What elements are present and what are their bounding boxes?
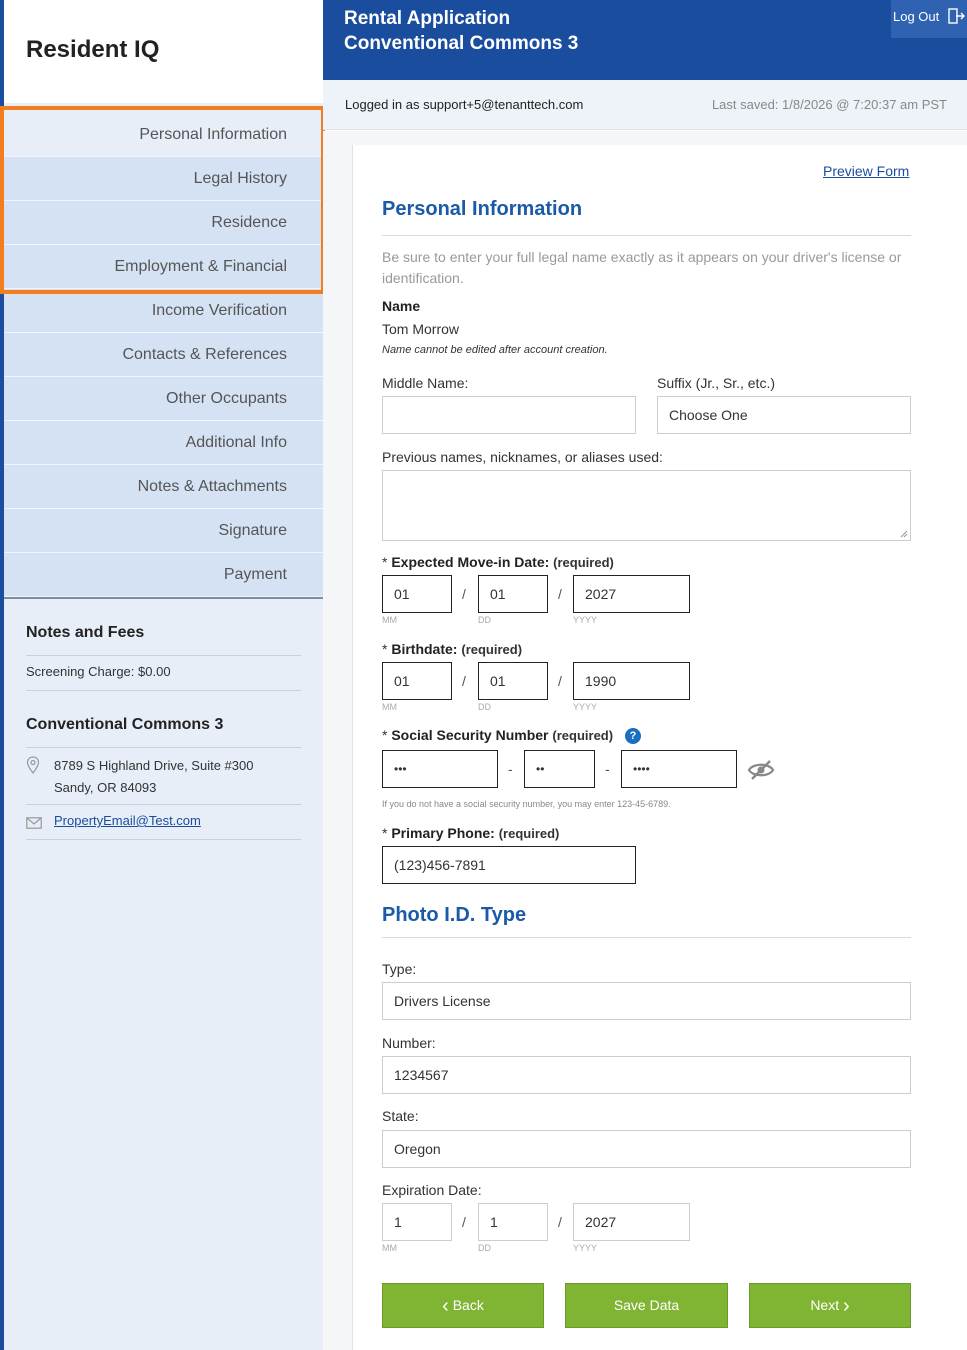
birthdate-label-text: Birthdate: [391,641,458,657]
ssn-separator: - [605,761,610,777]
next-label: Next [810,1297,840,1313]
date-separator: / [558,586,562,602]
intro-text: Be sure to enter your full legal name exactly as it appears on your driver's license or identification. [382,249,902,286]
property-address [54,755,253,799]
title-line-2: Conventional Commons 3 [344,33,579,54]
date-separator: / [462,673,466,689]
exp-year-input[interactable]: 2027 [573,1203,690,1241]
logout-button[interactable] [891,0,967,38]
id-type-label: Type: [382,961,417,977]
nav-item-other-occupants[interactable]: Other Occupants [4,377,323,421]
year-hint: YYYY [573,1243,598,1253]
nav-item-payment[interactable]: Payment [4,553,323,597]
next-button[interactable] [749,1283,911,1328]
last-saved-text: Last saved: 1/8/2026 @ 7:20:37 am PST [711,97,947,112]
expiration-label: Expiration Date: [382,1182,482,1198]
nav-item-contacts-references[interactable]: Contacts & References [4,333,323,377]
ssn-separator: - [508,761,513,777]
required-star: * [382,825,388,841]
day-hint: DD [478,702,491,712]
middle-name-label: Middle Name: [382,375,469,391]
suffix-select[interactable]: Choose One [657,396,911,434]
id-state-label: State: [382,1108,419,1124]
nav-item-personal-information[interactable]: Personal Information [4,113,323,157]
eye-slash-icon[interactable] [747,759,775,781]
movein-label-text: Expected Move-in Date: [391,554,550,570]
month-hint: MM [382,615,397,625]
screening-charge: Screening Charge: $0.00 [26,664,171,679]
phone-label-text: Primary Phone: [391,825,495,841]
phone-label [382,825,559,841]
nav-item-legal-history[interactable]: Legal History [4,157,323,201]
divider [26,690,301,691]
help-icon[interactable]: ? [625,728,641,744]
date-separator: / [462,1214,466,1230]
divider [26,804,301,805]
year-hint: YYYY [573,702,598,712]
brand-title: Resident IQ [26,36,160,63]
app-header [323,0,967,80]
status-bar [323,80,967,130]
required-tag: (required) [552,728,614,743]
birth-year-input[interactable]: 1990 [573,662,690,700]
month-hint: MM [382,702,397,712]
address-line-1: 8789 S Highland Drive, Suite #300 [54,758,254,773]
brand-area [4,0,323,103]
id-type-select[interactable]: Drivers License [382,982,911,1020]
nav-item-signature[interactable]: Signature [4,509,323,553]
property-email-link[interactable]: PropertyEmail@Test.com [54,813,201,828]
ssn-part3-input[interactable]: •••• [621,750,737,788]
section-title-personal: Personal Information [382,198,583,220]
id-state-select[interactable]: Oregon [382,1130,911,1168]
day-hint: DD [478,1243,491,1253]
nav-item-additional-info[interactable]: Additional Info [4,421,323,465]
suffix-label: Suffix (Jr., Sr., etc.) [657,375,775,391]
birth-day-input[interactable]: 01 [478,662,548,700]
divider [26,747,301,748]
nav-divider [4,597,323,599]
logout-icon [947,7,965,25]
movein-label [382,554,614,570]
envelope-icon [26,817,42,829]
nav-item-employment-financial[interactable]: Employment & Financial [4,245,323,289]
sidebar-nav [4,113,323,597]
divider [26,839,301,840]
required-star: * [382,554,388,570]
movein-day-input[interactable]: 01 [478,575,548,613]
month-hint: MM [382,1243,397,1253]
save-label: Save Data [613,1297,680,1313]
section-divider [382,937,911,938]
aliases-label: Previous names, nicknames, or aliases used: [382,449,663,465]
section-divider [382,235,911,236]
birthdate-label [382,641,522,657]
save-data-button[interactable] [565,1283,728,1328]
middle-name-input[interactable] [382,396,636,434]
birth-month-input[interactable]: 01 [382,662,452,700]
day-hint: DD [478,615,491,625]
notes-fees-title: Notes and Fees [26,624,145,641]
logout-label: Log Out [893,9,940,24]
date-separator: / [462,586,466,602]
movein-year-input[interactable]: 2027 [573,575,690,613]
preview-form-link[interactable]: Preview Form [823,163,910,179]
chevron-right-icon: › [843,1295,850,1317]
section-title-photo-id: Photo I.D. Type [382,904,527,926]
exp-month-input[interactable]: 1 [382,1203,452,1241]
exp-day-input[interactable]: 1 [478,1203,548,1241]
required-star: * [382,641,388,657]
required-star: * [382,727,388,743]
sidebar [0,0,323,1350]
logged-in-text: Logged in as support+5@tenanttech.com [345,97,584,112]
title-line-1: Rental Application [344,8,511,29]
movein-month-input[interactable]: 01 [382,575,452,613]
location-pin-icon [26,756,40,774]
ssn-note: If you do not have a social security number, you may enter 123-45-6789. [382,799,671,809]
aliases-textarea[interactable] [382,470,911,541]
name-value: Tom Morrow [382,321,460,337]
nav-item-income-verification[interactable]: Income Verification [4,289,323,333]
primary-phone-input[interactable]: (123)456-7891 [382,846,636,884]
resize-handle-icon[interactable] [900,530,908,538]
name-label: Name [382,298,421,314]
id-number-label: Number: [382,1035,436,1051]
required-tag: (required) [553,555,614,570]
ssn-part1-input[interactable]: ••• [382,750,498,788]
nav-item-residence[interactable]: Residence [4,201,323,245]
property-name: Conventional Commons 3 [26,716,224,733]
chevron-left-icon: ‹ [442,1295,449,1317]
required-tag: (required) [461,642,523,657]
back-label: Back [452,1297,484,1313]
page-title [344,6,578,56]
ssn-part2-input[interactable]: •• [524,750,595,788]
required-tag: (required) [498,826,560,841]
name-note: Name cannot be edited after account creation. [382,344,608,356]
ssn-label-text: Social Security Number [391,727,549,743]
divider [26,655,301,656]
address-line-2: Sandy, OR 84093 [54,780,157,795]
date-separator: / [558,1214,562,1230]
year-hint: YYYY [573,615,598,625]
back-button[interactable] [382,1283,544,1328]
date-separator: / [558,673,562,689]
nav-item-notes-attachments[interactable]: Notes & Attachments [4,465,323,509]
ssn-label [382,727,613,743]
id-number-input[interactable]: 1234567 [382,1056,911,1094]
